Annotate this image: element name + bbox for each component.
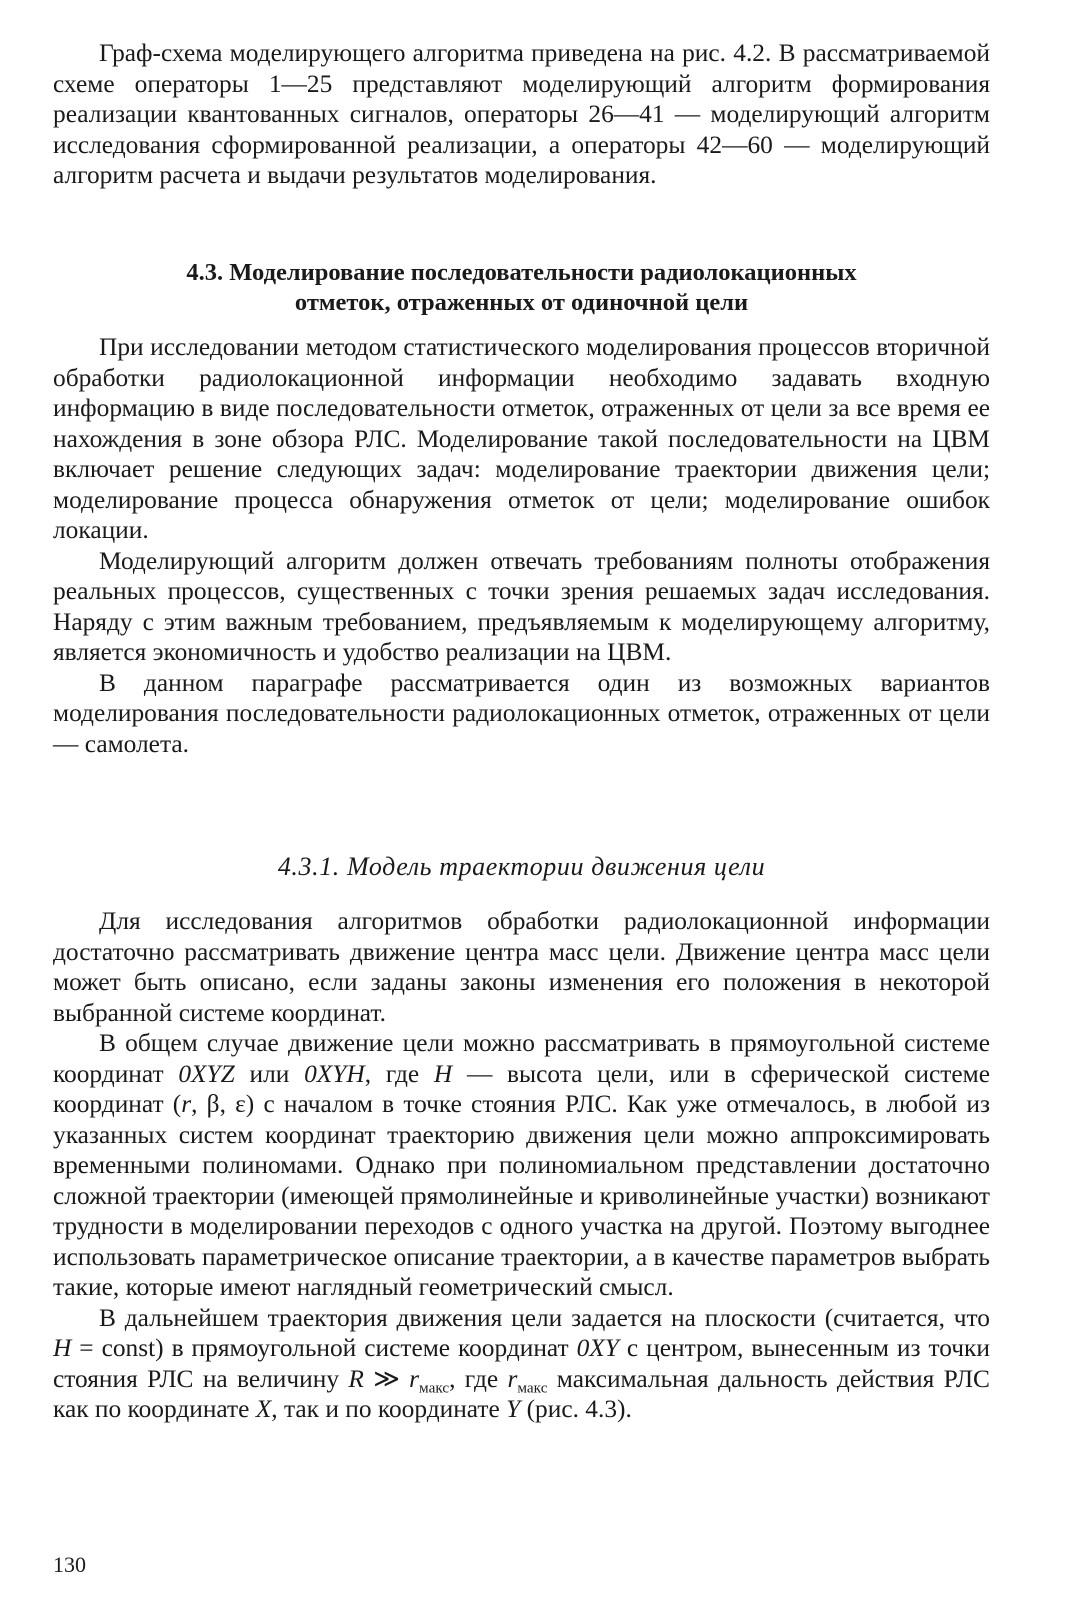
- subsection-paragraph-2: В общем случае движение цели можно рассматривать в прямоугольной системе координат 0XYZ или 0XYH, где H — высота цели, или в сферической системе координат (r, β, ε) с началом в точке стояния РЛС. Как уже отмечалось, в любой из указанных систем координат траекторию движения цели можно аппроксимировать временными полиномами. Однако при полиномиальном представлении достаточно сложной траектории (имеющей прямолинейные и криволинейные участки) возникают трудности в моделировании переходов с одного участка на другой. Поэтому выгоднее использовать параметрическое описание траектории, а в качестве параметров выбрать такие, которые имеют наглядный геометрический смысл.: [53, 1029, 990, 1301]
- subsection-paragraph-1: Для исследования алгоритмов обработки радиолокационной информации достаточно рассматривать движение центра масс цели. Движение центра масс цели может быть описано, если заданы законы изменения его положения в некоторой выбранной системе координат.: [53, 907, 990, 1027]
- subsection-heading: [53, 852, 990, 882]
- subsection-body: [53, 906, 990, 1425]
- page-number: 130: [53, 1552, 86, 1577]
- section-paragraph-1: При исследовании методом статистического моделирования процессов вторичной обработки радиолокационной информации необходимо задавать входную информацию в виде последовательности отметок, отраженных от цели за все время ее нахождения в зоне обзора РЛС. Моделирование такой последовательности на ЦВМ включает решение следующих задач: моделирование траектории движения цели; моделирование процесса обнаружения отметок от цели; моделирование ошибок локации.: [53, 333, 990, 544]
- section-body: [53, 332, 990, 759]
- subsection-title: 4.3.1. Модель траектории движения цели: [277, 852, 766, 881]
- section-paragraph-2: Моделирующий алгоритм должен отвечать требованиям полноты отображения реальных процессов, существенных с точки зрения решаемых задач исследования. Наряду с этим важным требованием, предъявляемым к моделирующему алгоритму, является экономичность и удобство реализации на ЦВМ.: [53, 546, 990, 666]
- subsection-paragraph-3: В дальнейшем траектория движения цели задается на плоскости (считается, что H = const) в прямоугольной системе координат 0XY с центром, вынесенным из точки стояния РЛС на величину R ≫ $r_{макс}$, где $r_{макс}$ максимальная дальность действия РЛС как по координате X, так и по координате Y (рис. 4.3).: [53, 1303, 990, 1423]
- section-title-line-2: отметок, отраженных от одиночной цели: [294, 289, 749, 316]
- intro-block: [53, 38, 990, 191]
- section-paragraph-3: В данном параграфе рассматривается один из возможных вариантов моделирования последовательности радиолокационных отметок, отраженных от цели — самолета.: [53, 668, 990, 758]
- section-heading: [53, 258, 990, 318]
- intro-paragraph: Граф-схема моделирующего алгоритма приведена на рис. 4.2. В рассматриваемой схеме операторы 1—25 представляют моделирующий алгоритм формирования реализации квантованных сигналов, операторы 26—41 — моделирующий алгоритм исследования сформированной реализации, а операторы 42—60 — моделирующий алгоритм расчета и выдачи результатов моделирования.: [53, 39, 990, 189]
- section-title-line-1: 4.3. Моделирование последовательности радиолокационных: [186, 259, 857, 286]
